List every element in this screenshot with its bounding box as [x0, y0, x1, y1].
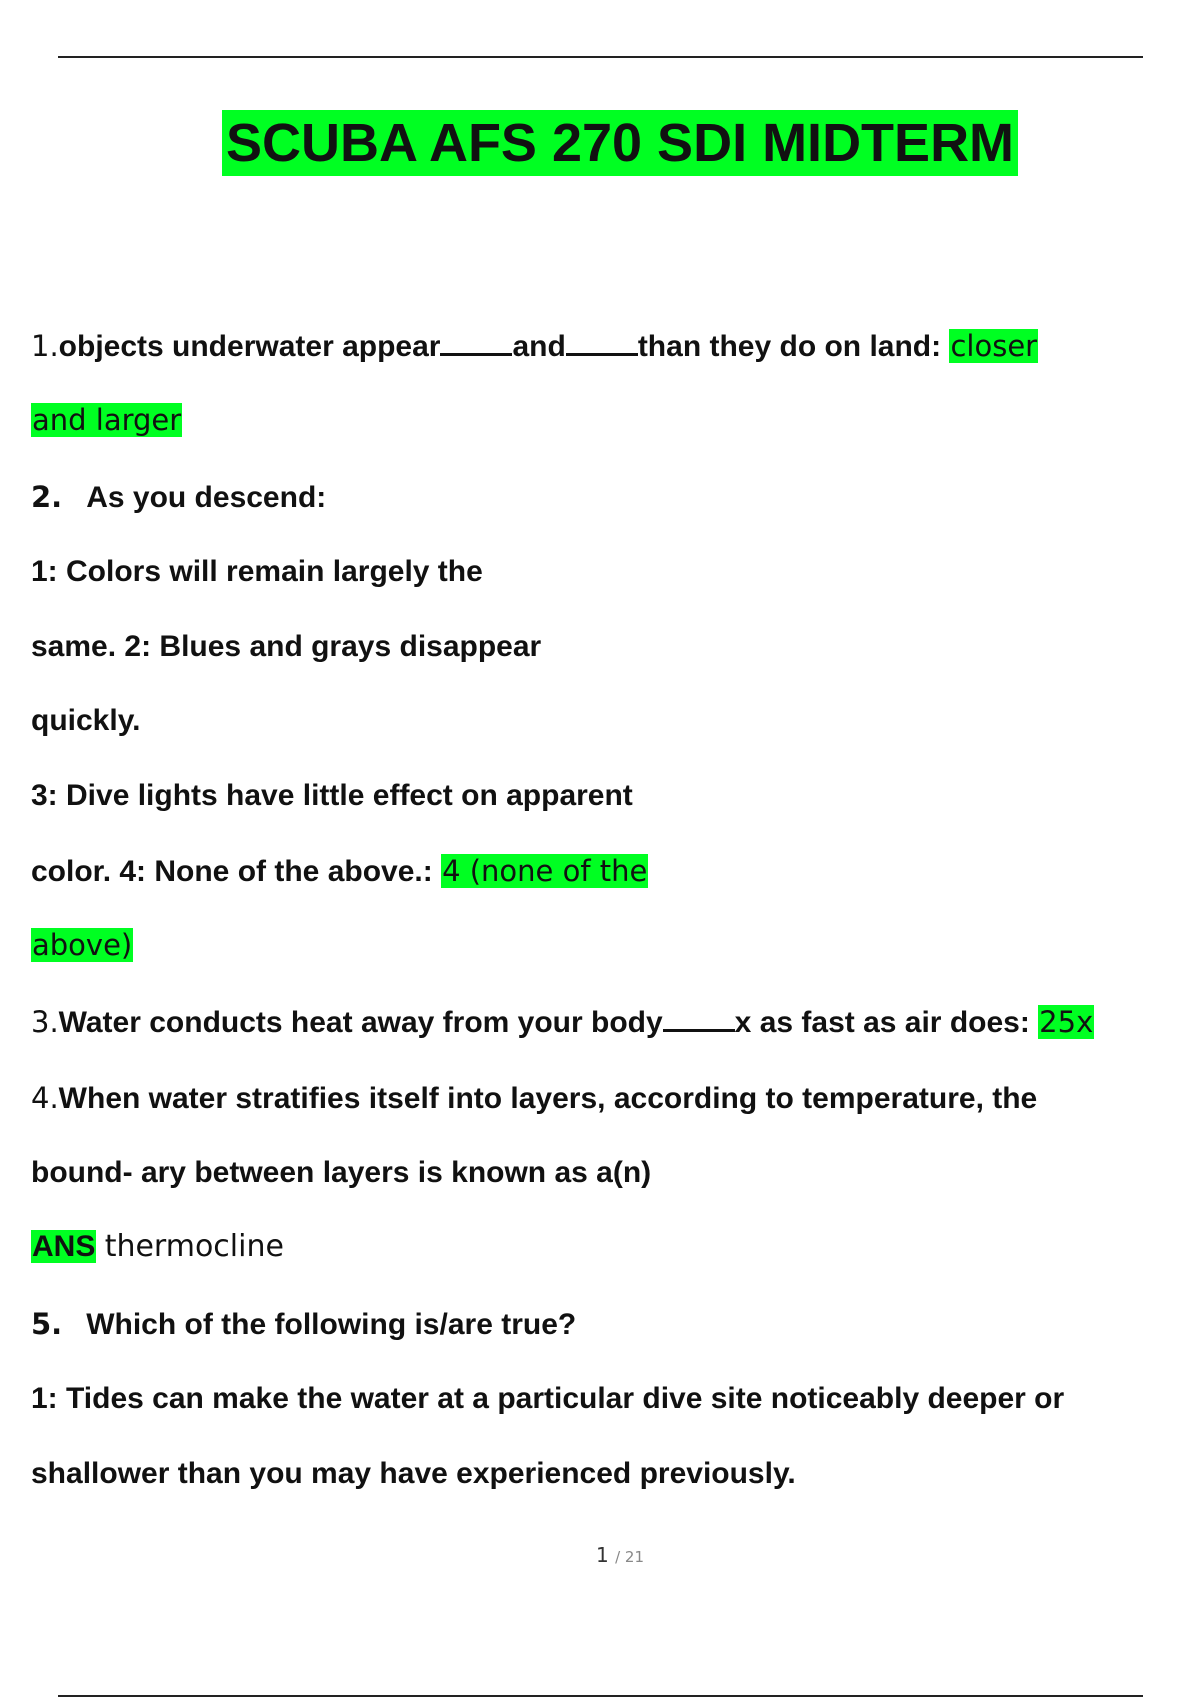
question-4-line-1 — [31, 1078, 1037, 1119]
page-indicator — [0, 1543, 1200, 1567]
question-1-text-c: than they do on land: — [637, 330, 950, 363]
question-4-number: 4. — [31, 1081, 59, 1115]
question-2-number: 2. — [31, 480, 63, 514]
question-5-number: 5. — [31, 1307, 63, 1341]
blank-line — [440, 327, 512, 356]
question-2-prompt-line — [31, 477, 326, 518]
blank-line — [566, 327, 638, 356]
question-2-option-line-5 — [31, 851, 648, 892]
question-1-text-b: and — [512, 330, 566, 363]
document-title: SCUBA AFS 270 SDI MIDTERM — [222, 110, 1018, 176]
question-5-line-2: shallower than you may have experienced previously. — [31, 1457, 796, 1490]
page-total: / 21 — [615, 1548, 644, 1566]
bottom-rule — [58, 1695, 1143, 1697]
question-2-option-line-2: same. 2: Blues and grays disappear — [31, 630, 542, 663]
question-2-option-line-1: 1: Colors will remain largely the — [31, 555, 483, 588]
question-3-line — [31, 1002, 1094, 1043]
blank-line — [663, 1003, 735, 1032]
question-4-line-2: bound- ary between layers is known as a(n) — [31, 1156, 652, 1189]
top-rule — [58, 56, 1143, 58]
question-3-number: 3. — [31, 1005, 59, 1039]
question-1-text-a: objects underwater appear — [58, 330, 441, 363]
question-2-answer-a: 4 (none of the — [442, 854, 648, 888]
question-5-line-1: 1: Tides can make the water at a particular dive site noticeably deeper or — [31, 1382, 1065, 1415]
question-3-answer: 25x — [1039, 1005, 1094, 1039]
question-2-option-line-4: 3: Dive lights have little effect on apparent — [31, 779, 633, 812]
question-2-prompt: As you descend: — [86, 481, 327, 514]
question-3-text-a: Water conducts heat away from your body — [58, 1006, 663, 1039]
question-2-answer-line — [31, 925, 133, 966]
question-2-answer-b: above) — [32, 928, 133, 962]
question-4-answer-line — [31, 1227, 284, 1267]
question-2-option-line-3: quickly. — [31, 704, 141, 737]
question-3-text-b: x as fast as air does: — [734, 1006, 1039, 1039]
question-5-prompt-line — [31, 1304, 576, 1345]
question-2-last-option: color. 4: None of the above.: — [31, 855, 442, 888]
title-container — [0, 110, 1200, 176]
question-5-prompt: Which of the following is/are true? — [86, 1308, 577, 1341]
page-current: 1 — [595, 1543, 609, 1567]
question-1-number: 1. — [31, 329, 59, 363]
answer-label: ANS — [32, 1230, 96, 1263]
question-1-answer-b: and larger — [32, 403, 182, 437]
question-4-answer: thermocline — [104, 1229, 284, 1264]
question-1-answer-a: closer — [950, 329, 1038, 363]
question-4-text-a: When water stratifies itself into layers, according to temperature, the — [58, 1082, 1038, 1115]
question-1-line-2 — [31, 400, 182, 441]
question-1-line-1 — [31, 326, 1038, 367]
